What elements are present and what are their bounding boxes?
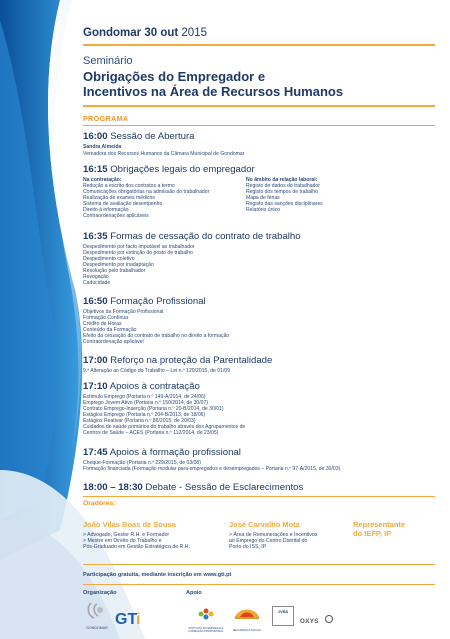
list-item: Mapa de férias bbox=[246, 195, 280, 201]
session-title: Obrigações legais do empregador bbox=[110, 164, 255, 175]
session-title: Formas de cessação do contrato de trabalho bbox=[110, 231, 301, 242]
logo-caption: OXYS bbox=[300, 618, 319, 625]
list-item: Redução a escrito dos contratos a termo bbox=[83, 183, 175, 189]
seminar-label: Seminário bbox=[83, 55, 133, 67]
logo-caption: GONDOMAR bbox=[86, 626, 108, 630]
list-item: Contraordenações aplicáveis bbox=[83, 213, 149, 219]
session-time: 16:50 bbox=[83, 296, 108, 307]
iefp-flower-icon bbox=[188, 606, 224, 622]
seminar-title-line1: Obrigações do Empregador e bbox=[83, 69, 266, 84]
divider bbox=[83, 105, 435, 107]
speaker-card bbox=[353, 520, 405, 538]
divider bbox=[83, 496, 435, 497]
gti-logo bbox=[114, 606, 144, 633]
speaker-name: Sandra Almeida bbox=[83, 144, 122, 150]
list-item: Formação Contínua bbox=[83, 315, 129, 321]
list-item: 9.ª Alteração ao Código do Trabalho – Lei n.º 120/2015, de 01/09 bbox=[83, 368, 231, 374]
list-item: Conteúdo da Formação bbox=[83, 327, 137, 333]
list-heading: No âmbito da relação laboral: bbox=[246, 177, 318, 183]
website-link[interactable]: www.gti.pt bbox=[203, 572, 232, 578]
list-item: Efeito da cessação do contrato de trabalho no direito a formação bbox=[83, 333, 230, 339]
speaker-detail: ao Emprego do Centro Distrital do bbox=[229, 538, 308, 544]
list-item: Crédito de Horas bbox=[83, 321, 122, 327]
session-training-support bbox=[83, 447, 241, 458]
list-item: Contrato Emprego-Inserção (Portaria n.º 20-B/2014, de 30/01) bbox=[83, 406, 224, 412]
organizacao-label: Organização bbox=[83, 590, 117, 596]
list-item: Cuidados de saúde primários do trabalho através dos Agrupamentos de bbox=[83, 424, 246, 430]
divider bbox=[83, 564, 435, 565]
session-title: Apoios à contratação bbox=[109, 381, 200, 392]
session-time: 16:00 bbox=[83, 131, 108, 142]
session-legal bbox=[83, 164, 255, 175]
iefp-logo bbox=[188, 606, 224, 633]
date-text: Gondomar 30 out bbox=[83, 27, 179, 39]
session-debate bbox=[83, 482, 303, 493]
session-title: Formação Profissional bbox=[110, 296, 206, 307]
session-time: 17:45 bbox=[83, 447, 108, 458]
list-item: Sistema de avaliação desempenho bbox=[83, 201, 163, 207]
speaker-name: José Carvalho Mota bbox=[229, 520, 300, 529]
date-year: 2015 bbox=[181, 27, 207, 39]
session-termination bbox=[83, 231, 301, 242]
session-title: Debate - Sessão de Esclarecimentos bbox=[145, 482, 304, 493]
divider bbox=[83, 44, 435, 46]
logo-caption: SEGURANÇA SOCIAL bbox=[232, 628, 262, 632]
participation-note bbox=[83, 572, 231, 578]
svg-text:i: i bbox=[136, 611, 141, 628]
session-title: Reforço na proteção da Parentalidade bbox=[110, 355, 273, 366]
speakers-heading: Oradores: bbox=[83, 500, 116, 507]
seminar-title-line2: Incentivos na Área de Recursos Humanos bbox=[83, 84, 344, 99]
session-time: 18:00 – 18:30 bbox=[83, 482, 143, 493]
session-title: Apoios à formação profissional bbox=[109, 447, 241, 458]
divider bbox=[83, 584, 435, 585]
list-item: Caducidade bbox=[83, 280, 111, 286]
list-item: Estágios Reativar (Portaria n.º 86/2015, de 20/03) bbox=[83, 418, 196, 424]
session-training bbox=[83, 296, 206, 307]
session-time: 17:10 bbox=[83, 381, 108, 392]
list-item: Despedimento por inadaptação bbox=[83, 262, 154, 268]
list-item: Cheque-Formação (Portaria n.º 229/2015, de 03/08) bbox=[83, 460, 201, 466]
list-item: Despedimento coletivo bbox=[83, 256, 135, 262]
session-opening bbox=[83, 131, 195, 142]
list-item: Objetivos da Formação Profissional bbox=[83, 309, 164, 315]
list-item: Emprego Jovem Ativo (Portaria n.º 150/2014, de 30/07) bbox=[83, 400, 209, 406]
list-item: Relatório único bbox=[246, 207, 280, 213]
divider bbox=[83, 125, 435, 126]
speaker-detail: Porto do ISS, IP bbox=[229, 544, 267, 550]
speaker-name: do IEFP, IP bbox=[353, 529, 392, 538]
speaker-detail: > Mestre em Direito do Trabalho e bbox=[83, 538, 162, 544]
session-time: 16:35 bbox=[83, 231, 108, 242]
speaker-detail: Pós-Graduado em Gestão Estratégica de R.H. bbox=[83, 544, 190, 550]
seguranca-social-logo bbox=[230, 603, 264, 632]
list-item: Estágios Emprego (Portaria n.º 204-B/2013, de 18/06) bbox=[83, 412, 206, 418]
list-item: Centros de Saúde – ACES (Portaria n.º 112/2014, de 23/05) bbox=[83, 430, 219, 436]
list-item: Despedimento por extinção do posto de trabalho bbox=[83, 250, 193, 256]
oxys-logo bbox=[300, 610, 333, 628]
list-item: Registo das sanções disciplinares bbox=[246, 201, 323, 207]
session-title: Sessão de Abertura bbox=[110, 131, 195, 142]
list-item: Comunicações obrigatórias na admissão do trabalhador bbox=[83, 189, 210, 195]
session-hiring-support bbox=[83, 381, 200, 392]
oxys-circle-icon bbox=[325, 615, 333, 623]
gti-logo-icon bbox=[114, 606, 144, 628]
gondomar-logo bbox=[84, 601, 110, 630]
list-item: Despedimento por facto imputável ao trabalhador bbox=[83, 244, 195, 250]
list-item: Estímulo Emprego (Portaria n.º 149-A/2014, de 24/06) bbox=[83, 394, 206, 400]
apoio-label: Apoio bbox=[186, 590, 202, 596]
session-time: 17:00 bbox=[83, 355, 108, 366]
programa-heading: PROGRAMA bbox=[83, 116, 129, 123]
list-item: Resolução pelo trabalhador bbox=[83, 268, 146, 274]
logo-caption: INSTITUTO DO EMPREGO E FORMAÇÃO PROFISSIONAL bbox=[188, 627, 224, 633]
list-item: Registo de dados do trabalhador bbox=[246, 183, 320, 189]
list-item: Direito à informação bbox=[83, 207, 129, 213]
list-item: Registo dos tempos de trabalho bbox=[246, 189, 318, 195]
jvbs-logo bbox=[272, 606, 294, 626]
logo-caption: JVBS bbox=[277, 609, 289, 614]
seguranca-social-icon bbox=[230, 603, 264, 623]
speaker-detail: > Área de Remunerações e Incentivos bbox=[229, 532, 318, 538]
list-item: Formação financiada (Formação modular para empregados e desempregados – Portaria n.º 97-A/2015, de 30/03) bbox=[83, 466, 341, 472]
gondomar-crest-icon bbox=[84, 601, 110, 621]
session-time: 16:15 bbox=[83, 164, 108, 175]
speaker-name: Representante bbox=[353, 520, 406, 529]
speaker-name: João Vilas Boas de Sousa bbox=[83, 520, 176, 529]
event-date bbox=[83, 27, 207, 39]
participation-text: Participação gratuita, mediante inscrição em bbox=[83, 572, 202, 578]
list-heading: Na contratação: bbox=[83, 177, 122, 183]
session-parentality bbox=[83, 355, 272, 366]
speaker-detail: > Advogado, Gestor R.H. e Formador bbox=[83, 532, 170, 538]
list-item: Revogação bbox=[83, 274, 109, 280]
speaker-card bbox=[83, 520, 190, 550]
list-item: Contraordenação aplicável bbox=[83, 339, 144, 345]
speaker-role: Vereadora dos Recursos Humanos da Câmara Municipal de Gondomar bbox=[83, 151, 245, 157]
speaker-card bbox=[229, 520, 317, 550]
list-item: Realização de exames médicos bbox=[83, 195, 155, 201]
svg-text:GT: GT bbox=[115, 611, 138, 628]
